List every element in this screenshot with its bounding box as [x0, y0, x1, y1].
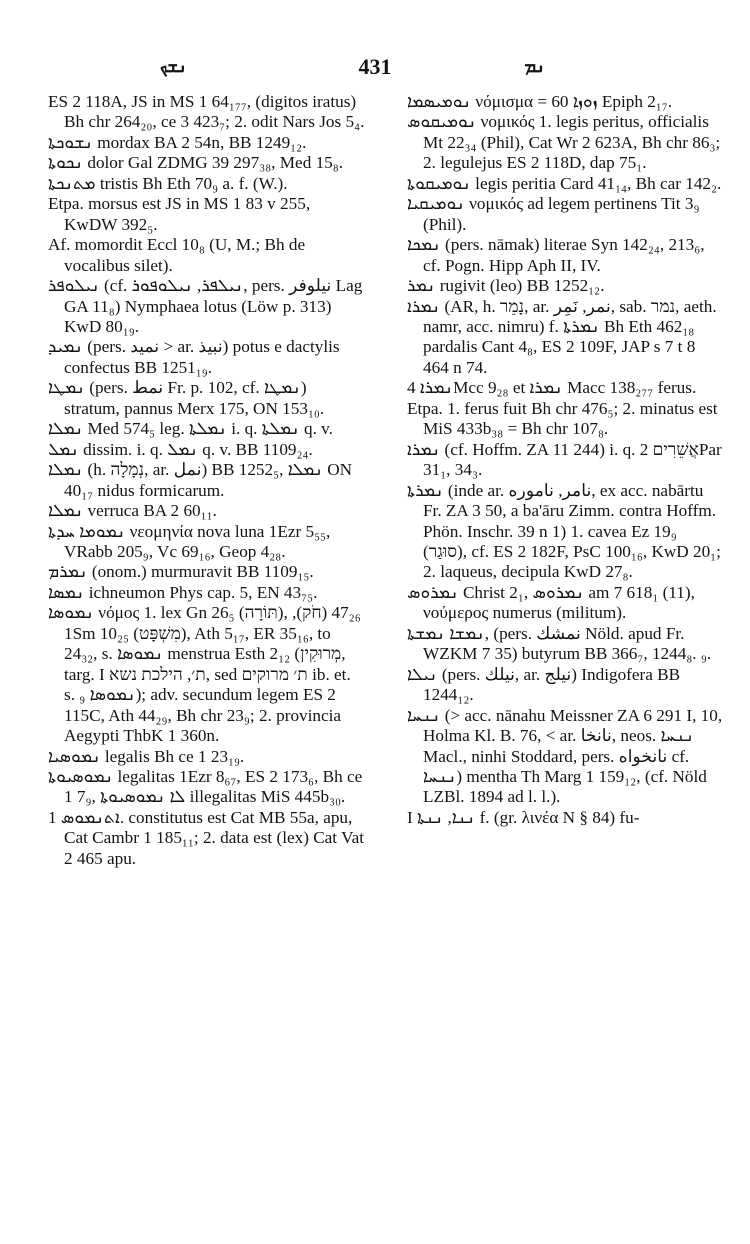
entry: Af. momordit Eccl 10₈ (U, M.; Bh de vocalibus silet).	[48, 235, 306, 275]
entry: ܢܡܣܐ ichneumon Phys cap. 5, EN 43₇₅.	[48, 582, 318, 602]
entry: ܢܡܘܡܐ ܚܕܬܐ νεομηνία nova luna 1Ezr 5₅₅, VRabb 205₉, Vc 69₁₆, Geop 4₂₈.	[48, 521, 331, 561]
entry: ܢܡܟܐ (pers. nāmak) literae Syn 142₂₄, 213₆, cf. Pogn. Hipp Aph II, IV.	[407, 235, 705, 275]
entry: ܢܡܪܬܐ (inde ar. نامر, ناموره, ex acc. nabārtu Fr. ZA 3 50, a ba'āru Zimm. contra Hoffm. Phön. Inschr. 39 n 1) 1. cavea Ez 19₉ (סוּגַר), cf. ES 2 182F, PsC 100₁₆, KwD 20₁; 2. laqueus, decipula KwD 27₈.	[407, 480, 721, 582]
entry: ܢܡܪܐ (cf. Hoffm. ZA 11 244) i. q. אֲשֵׁרִים 2Par 31₁, 34₃.	[407, 439, 722, 480]
entry: ܢܡܪ rugivit (leo) BB 1252₁₂.	[407, 276, 605, 296]
entry: ܢܡܪܘܣ Christ 2₁, ܢܡܪܘܣ am 7 618₁ (11), νούμερος numerus (militum).	[407, 582, 695, 623]
page-header	[0, 52, 750, 84]
right-column	[407, 92, 725, 828]
entry: ܢܡܠܐ (h. נְמָלָה, ar. نمل) BB 1252₅, ܢܡܠܐ ON 40₁₇ nidus formicarum.	[48, 460, 353, 500]
entry: ܢܝܠܘܦܪ (cf. ܢܝܠܦܪ, ܢܝܠܘܦܘܪ, pers. نیلوفر Lag GA 11₈) Nymphaea lotus (Löw p. 313) KwD 80₁₉.	[48, 276, 363, 336]
entry: ܢܡܪܡ (onom.) murmuravit BB 1109₁₅.	[48, 562, 314, 582]
entry: I ܢܢܐ, ܢܢܬܐ f. (gr. λινέα N § 84) fu-	[407, 807, 640, 827]
running-head-left: ܢܫܟ	[160, 56, 187, 77]
entry: ܢܫܘܟܬܐ mordax BA 2 54n, BB 1249₁₂.	[48, 132, 307, 152]
entry: ܢܡܠܐ verruca BA 2 60₁₁.	[48, 501, 217, 521]
entry: ܢܡܫܐ ܢܡܫܬܐ, (pers. نمشك Nöld. apud Fr. WZKM 7 35) butyrum BB 366₇, 1244₈. ₉.	[407, 623, 712, 664]
entry: ܢܡܛܐ (pers. نمط Fr. p. 102, cf. ܢܡܛܐ) stratum, pannus Merx 175, ON 153₁₀.	[48, 378, 325, 418]
entry: Etpa. morsus est JS in MS 1 83 v 255, KwDW 392₅.	[48, 194, 311, 234]
entry: ܢܘܡܝܣܡܐ νόμισμα = 60 ܙܘܙܐ Epiph 2₁₇.	[407, 92, 673, 111]
entry: ܢܡܠܐ Med 574₅ leg. ܢܡܠܬܐ i. q. ܢܡܠܬܐ q. v.	[48, 419, 333, 439]
entry: ES 2 118A, JS in MS 1 64₁₇₇, (digitos iratus) Bh chr 264₂₀, ce 3 423₇; 2. odit Nars Jos 5₄.	[48, 92, 365, 132]
entry: ܢܡܘܣܝܘܬܐ legalitas 1Ezr 8₆₇, ES 2 173₆, Bh ce 1 7₉, ܠܐ ܢܡܘܣܝܘܬܐ illegalitas MiS 445b₃₀.	[48, 766, 363, 807]
entry: ܐܬܢܡܘܣ 1. constitutus est Cat MB 55a, apu, Cat Cambr 1 185₁₁; 2. data est (lex) Cat Vat 2 465 apu.	[48, 807, 364, 868]
entry: ܢܡܘܣܝܐ legalis Bh ce 1 23₁₉.	[48, 746, 245, 766]
entry: ܢܝܠܐ (pers. نيلك, ar. نيلج) Indigofera BB 1244₁₂.	[407, 664, 681, 705]
entry: ܢܡܘܣܐ νόμος 1. lex Gn 26₅ (תּוֹרָה), 47₂₆ (חֹק), 1Sm 10₂₅ (מִשְׁפָּט), Ath 5₁₇, ER 35₁₆, to 24₃₂, s. ܢܡܘܣܐ menstrua Esth 2₁₂ (מְרוּקִין, targ. I ת׳, הילכת נשא, sed ת׳ מרוקים ib. et. s. ₉ ܢܡܘܣܐ); adv. secundum legem ES 2 115C, Ath 44₂₉, Bh chr 23₉; 2. provincia Aegypti ThbK 1 360n.	[48, 603, 361, 746]
entry: ܢܡܪܐ 4Mcc 9₂₈ et ܢܡܪܐ Macc 138₂₇₇ ferus.	[407, 378, 697, 398]
entry: ܢܟܘܬܐ dolor Gal ZDMG 39 297₃₈, Med 15₈.	[48, 153, 344, 173]
entry: ܢܡܪܐ (AR, h. נָמֵר, ar. نمر, نَمِر, sab. נמר, aeth. namr, acc. nimru) f. ܢܡܪܬܐ Bh Eth 462₁₈ pardalis Cant 4₈, ES 2 109F, JAP s 7 t 8 464 n 74.	[407, 296, 717, 377]
left-column	[48, 92, 366, 869]
entry: Etpa. 1. ferus fuit Bh chr 476₅; 2. minatus est MiS 433b₃₈ = Bh chr 107₈.	[407, 398, 718, 439]
entry: ܢܡܝܕ (pers. نمید > ar. نبيذ) potus e dactylis confectus BB 1251₁₉.	[48, 337, 340, 377]
running-head-right: ܢܡ	[524, 56, 545, 77]
entry: ܡܬܢܟܬܐ tristis Bh Eth 70₉ a. f. (W.).	[48, 173, 288, 193]
entry: ܢܡܠ dissim. i. q. ܢܡܠ q. v. BB 1109₂₄.	[48, 439, 313, 459]
page-number: 431	[358, 54, 392, 79]
entry: ܢܘܡܝܩܘܬܐ legis peritia Card 41₁₄, Bh car 142₂.	[407, 173, 722, 193]
entry: ܢܘܡܝܩܝܐ νομικός ad legem pertinens Tit 3₉ (Phil).	[407, 194, 700, 234]
entry: ܢܢܚܐ (> acc. nānahu Meissner ZA 6 291 I, 10, Holma Kl. B. 76, < ar. نانخا, neos. ܢܢܚܐ Macl., ninhi Stoddard, pers. نانخواه cf. ܢܢܚܐ) mentha Th Marg 1 159₁₂, (cf. Nöld LZBl. 1894 ad l. l.).	[407, 705, 723, 807]
entry: ܢܘܡܝܩܘܣ νομικός 1. legis peritus, officialis Mt 22₃₄ (Phil), Cat Wr 2 623A, Bh chr 86₃; 2. legulejus ES 2 118D, dap 75₁.	[407, 112, 721, 173]
